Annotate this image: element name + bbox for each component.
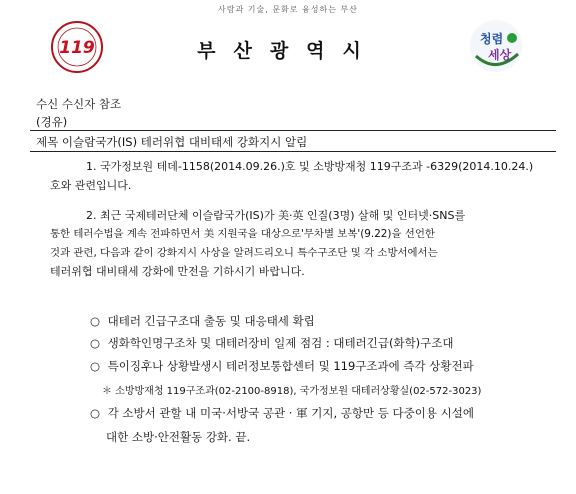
circle-bullet-icon: ○ xyxy=(90,314,101,328)
contact-note: ＊ 소방방재청 119구조과(02-2100-8918), 국가정보원 대테러상황실(02-572-3023) xyxy=(102,386,482,397)
list-item xyxy=(90,313,315,329)
circle-bullet-icon: ○ xyxy=(90,406,101,420)
subject-top-rule xyxy=(30,130,556,131)
list-item-text: 생화학인명구조차 및 대테러장비 일제 점검 : 대테러긴급(화학)구조대 xyxy=(107,336,454,350)
list-item-text: 특이징후나 상황발생시 테러정보통합센터 및 119구조과에 즉각 상황전파 xyxy=(107,359,474,373)
para2-line4: 테러위협 대비태세 강화에 만전을 기하시기 바랍니다. xyxy=(50,265,305,278)
list-item xyxy=(90,405,474,421)
list-item xyxy=(90,358,474,374)
subject-bottom-rule xyxy=(30,151,556,152)
via-line: (경유) xyxy=(36,115,68,129)
para1-line2: 호와 관련입니다. xyxy=(50,179,132,192)
list-item xyxy=(90,335,454,351)
list-item-continuation: 대한 소방·안전활동 강화. 끝. xyxy=(106,430,251,444)
slogan: 사람과 기술, 문화로 융성하는 부산 xyxy=(218,5,358,14)
para1-line1: 1. 국가정보원 테데-1158(2014.09.26.)호 및 소방방재청 119구조과 -6329(2014.10.24.) xyxy=(86,160,534,173)
list-item-text: 각 소방서 관할 내 미국·서방국 공관 · 軍 기지, 공항만 등 다중이용 시설에 xyxy=(107,406,474,420)
organization-title: 부산광역시 xyxy=(197,40,379,62)
circle-bullet-icon: ○ xyxy=(90,336,101,350)
circle-bullet-icon: ○ xyxy=(90,359,101,373)
logo-text-line1: 청렴 xyxy=(480,32,504,46)
para2-line2: 통한 테러수법을 계속 전파하면서 美 지원국을 대상으로'무차별 보복'(9.22)을 선언한 xyxy=(50,228,435,240)
subject-line: 제목 이슬람국가(IS) 테러위협 대비태세 강화지시 알림 xyxy=(36,135,308,149)
logo-119-text: 119 xyxy=(59,38,95,58)
list-item-text: 대테러 긴급구조대 출동 및 대응태세 확립 xyxy=(107,314,315,328)
recipient-line: 수신 수신자 참조 xyxy=(36,97,122,111)
para2-line1: 2. 최근 국제테러단체 이슬람국가(IS)가 美·英 인질(3명) 살해 및 인터넷·SNS를 xyxy=(86,209,466,222)
para2-line3: 것과 관련, 다음과 같이 강화지시 사상을 알려드리오니 특수구조단 및 각 소방서에서는 xyxy=(50,247,438,259)
logo-text-line2: 세상 xyxy=(488,48,512,62)
integrity-world-logo xyxy=(462,16,528,76)
